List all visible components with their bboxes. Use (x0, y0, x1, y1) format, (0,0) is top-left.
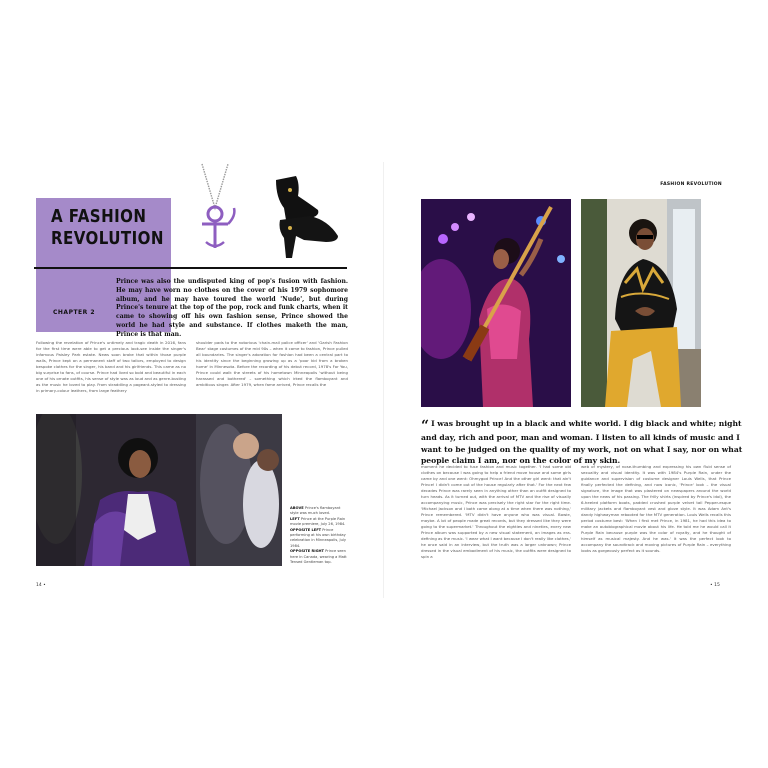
body-column-3: moment he decided to fuse fashion and music together. 'I had some old clothes on because I was going to help a friend move house and some girls came by and one went: Ohmygod Prince! And the other girl went: that ain't Prince! I didn't come out of the house regularly after that.' For the next few decades Prince was rarely seen in anything other than an outfit designed to turn heads. As it turned out, with the arrival of MTV and the rise of visually accompanying music, Prince was precisely the right star for the right time. 'Michael Jackson and I both came along at a time when there was nothing,' Prince remembered. 'MTV didn't have anyone who was visual. Bowie, maybe. A lot of people made great records, but they dressed like they were going to the supermarket.' Throughout the eighties and nineties, every new Prince album was supported by a new visual statement, an images as era-defining as the music. 'I wear what I want because I don't really like clothes,' he once said in an interview, but the truth was a larger unknown; Prince dressed in the visual embodiment of his music, the outfits were designed to spin a (421, 464, 571, 559)
prince-premiere-photo (36, 414, 282, 566)
prince-portrait-photo (581, 199, 701, 407)
quote-mark-icon: “ (421, 418, 430, 434)
caption-label: OPPOSITE RIGHT (290, 549, 324, 554)
caption-text: Prince seen here in Canada, wearing a Matt Tensed Gentleman top. (290, 549, 347, 565)
left-page (34, 162, 384, 598)
portrait-photo-image (581, 199, 701, 407)
body-column-1: Following the revelation of Prince's untimely and tragic death in 2016, fans for the first time were able to get a precious look-see inside the singer's infamous Paisley Park estate. News soon broke that within those purple walls, Prince kept on a permanent staff of two tailors, employed to design bespoke clothes for the singer, his band and his girlfriends. This came as no big surprise to fans, of course. Prince had lived so bold and beautiful in each one of his ornate outfits, his sense of style was as loud and as genre-busting as the music he loved to play. From straddling a pageant-styled to dressing in primary-colour leathers, from large feathery (36, 340, 186, 393)
pull-quote (421, 418, 747, 467)
body-column-4: web of mystery, of nose-thumbing and expressing his own fluid sense of sexuality and visual identity. It was with 1984's Purple Rain, under the guidance and supervision of costume designer Louis Wells, that Prince finally perfected the defining, and now iconic, 'Prince' look – the visual signature, the image that was plastered on newspapers around the world upon the news of his passing. The frilly shirts (inspired by Prince's idol), the 6-heeled platform boots, padded crushed purple velvet tail Pepper-esque military jackets and flamboyant vest and glove style. It was Adam Ant's dandy highwayman rebooted for the MTV generation. Louis Wells recalls this period costume best: 'When I first met Prince, in 1981, he had this idea to make an autobiographical movie about his life. He told me he would call it Purple Rain because purple was the color of royalty, and he thought of himself as musical majesty. And he was.' It was the perfect look to accompany the soundtrack and moving pictures of Purple Rain – everything looks as gorgeously perfect as it sounds. (581, 464, 731, 553)
caption-text: Prince performing at his own birthday celebration in Minneapolis, July 1984. (290, 527, 346, 548)
concert-photo-image (421, 199, 571, 407)
prince-concert-photo (421, 199, 571, 407)
page-number-left: 14 • (36, 583, 46, 588)
love-symbol-pendant-icon (184, 162, 246, 252)
page-number-right: • 15 (710, 583, 720, 588)
caption-text: Prince's flamboyant style was much loved. (290, 506, 341, 516)
magazine-spread (34, 162, 743, 598)
title-rule (34, 267, 347, 269)
intro-paragraph: Prince was also the undisputed king of pop's fusion with fashion. He may have worn no clothes on the cover of his 1979 sophomore album, and he may have toured the world 'Nude', but during Prince's tenure at the top of the pop, rock and funk charts, when it came to showing off his own fashion sense, Prince showed the world he had style and substance. If clothes maketh the man, Prince is that man. (116, 278, 348, 338)
caption-opposite-right (290, 549, 348, 565)
caption-label: OPPOSITE LEFT (290, 527, 322, 532)
ankle-boots-icon (266, 174, 342, 258)
running-head: FASHION REVOLUTION (660, 182, 722, 187)
chapter-label: CHAPTER 2 (53, 309, 96, 316)
photo-captions (290, 506, 348, 565)
caption-label: ABOVE (290, 506, 304, 510)
premiere-photo-image (36, 414, 282, 566)
caption-text: Prince at the Purple Rain movie premiere, July 26, 1984. (290, 516, 346, 527)
right-page (384, 162, 743, 598)
page-title: A FASHION REVOLUTION (51, 207, 164, 249)
caption-label: LEFT (290, 516, 300, 521)
body-column-2: shoulder pads to the notorious 'chain-mail police officer' and 'Garish Fashion Bear' stage costumes of the mid 90s – when it came to fashion, Prince pulled all boundaries. The singer's adoration for fashion had been a central part to his identity since the beginning growing up as a 'poor kid from a broken home' in Minnesota. Before the recording of his debut record, 1978's For You, Prince could walk the streets of his hometown Minneapolis 'without being harassed and bothered' – something which irked the flamboyant and ambitious singer. After 1979, when fame arrived, Prince recalls the (196, 340, 348, 387)
caption-above (290, 506, 348, 517)
caption-opposite-left (290, 528, 348, 550)
pull-quote-text: I was brought up in a black and white world. I dig black and white; night and day, rich and poor, man and woman. I listen to all kinds of music and I want to be judged on the quality of my work, not on what I say, nor on what people claim I am, nor on the color of my skin. (421, 419, 743, 466)
caption-left (290, 517, 348, 528)
